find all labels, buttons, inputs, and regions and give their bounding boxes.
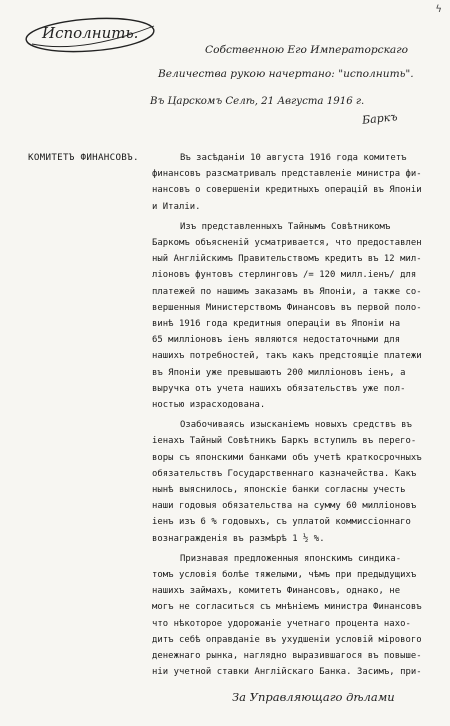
corner-mark: ϟ: [435, 4, 442, 15]
signature-bark: Баркъ: [361, 110, 399, 127]
stamp-text: Исполнить.: [42, 24, 139, 42]
resolution-line-2: Величества рукою начертано: "исполнить".: [158, 68, 414, 80]
execute-stamp: [22, 14, 162, 54]
committee-label: КОМИТЕТЪ ФИНАНСОВЪ.: [28, 152, 139, 163]
resolution-line-1: Собственною Его Императорскаго: [205, 44, 408, 56]
footer-signature-note: За Управляющаго дѣлами: [232, 690, 395, 704]
paragraph-2: Изъ представленныхъ Тайнымъ Совѣтникомъ Баркомъ объясненій усматривается, что предоставлен ный Англійскимъ Правительствомъ кредитъ въ 12 мил- ліоновъ фунтовъ стерлинговъ /= 120 милл.іенъ/ для платежей по нашимъ заказамъ въ Японіи, а также со- вершенныя Министерствомъ Финансовъ въ первой поло- винѣ 1916 года кредитныя операціи въ Японіи на 65 милліоновъ іенъ являются недостаточными для нашихъ потребностей, такъ какъ предстоящіе платежи въ Японіи уже превышаютъ 200 милліоновъ іенъ, а выручка отъ учета нашихъ обязательствъ уже пол- ностью израсходована.: [152, 221, 422, 411]
document-body: [152, 150, 437, 685]
paragraph-1: Въ засѣданіи 10 августа 1916 года комитетъ финансовъ разсматривалъ представленіе министра фи- нансовъ о совершеніи кредитныхъ операцій въ Японіи и Италіи.: [152, 153, 422, 212]
paragraph-4: Признавая предложенныя японскимъ синдика- томъ условія болѣе тяжелыми, чѣмъ при предыдущихъ нашихъ займахъ, комитетъ Финансовъ, однако, не могъ не согласиться съ мнѣніемъ министра Финансовъ что нѣкоторое удорожаніе учетнаго процента нахо- дитъ себѣ оправданіе въ ухудшеніи условій мірового денежнаго рынка, наглядно выразившагося въ повыше- ніи учетной ставки Англійскаго Банка. Засимъ, при-: [152, 553, 422, 678]
paragraph-3: Озабочиваясь изысканіемъ новыхъ средствъ въ іенахъ Тайный Совѣтникъ Баркъ вступилъ въ перего- воры съ японскими банками объ учетѣ краткосрочныхъ обязательствъ Государственнаго казначейства. Какъ нынѣ выяснилось, японскіе банки согласны учесть наши годовыя обязательства на сумму 60 милліоновъ іенъ изъ 6 % годовыхъ, съ уплатой коммиссіоннаго вознагражденія въ размѣрѣ 1 ½ %.: [152, 420, 422, 544]
resolution-line-3: Въ Царскомъ Селѣ, 21 Августа 1916 г.: [150, 96, 365, 107]
